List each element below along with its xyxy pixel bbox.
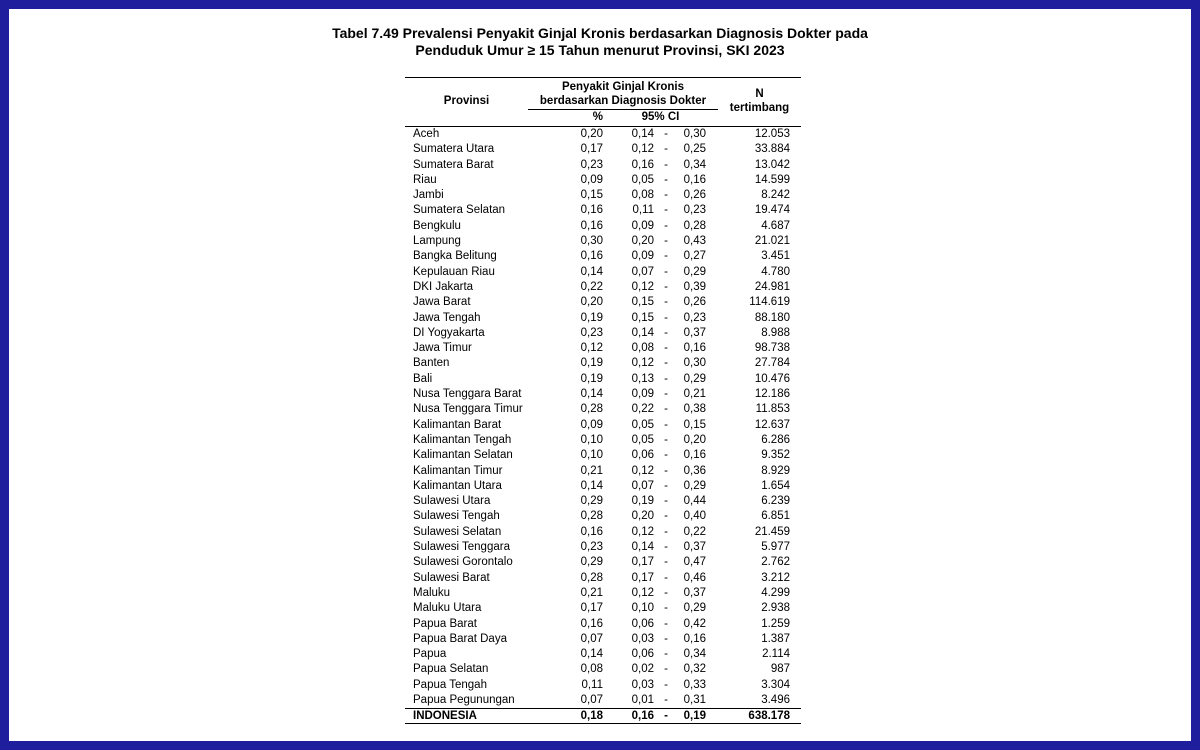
cell-ci-high: 0,27 bbox=[683, 250, 706, 263]
table-row bbox=[405, 203, 801, 218]
cell-n: 21.459 bbox=[754, 525, 790, 538]
cell-ci-low: 0,17 bbox=[631, 556, 654, 569]
cell-ci-separator: - bbox=[664, 296, 668, 309]
cell-percent: 0,11 bbox=[581, 678, 603, 691]
cell-provinsi: Nusa Tenggara Barat bbox=[413, 388, 522, 401]
cell-n: 19.474 bbox=[754, 204, 790, 217]
cell-percent: 0,19 bbox=[580, 357, 603, 370]
cell-ci-low: 0,09 bbox=[631, 388, 654, 401]
table-row bbox=[405, 326, 801, 341]
table-row bbox=[405, 127, 801, 142]
header-n-line-1: N bbox=[755, 88, 764, 100]
cell-ci-high: 0,36 bbox=[683, 464, 706, 477]
cell-ci-separator: - bbox=[664, 189, 668, 202]
cell-n: 98.738 bbox=[754, 342, 790, 355]
total-ci-high: 0,19 bbox=[683, 710, 706, 723]
cell-ci-high: 0,44 bbox=[683, 495, 706, 508]
cell-n: 4.780 bbox=[761, 265, 790, 278]
total-ci-separator: - bbox=[664, 710, 668, 723]
header-n-line-2: tertimbang bbox=[729, 102, 790, 114]
cell-n: 14.599 bbox=[754, 173, 790, 186]
cell-provinsi: DI Yogyakarta bbox=[413, 326, 485, 339]
cell-provinsi: Riau bbox=[413, 173, 437, 186]
cell-ci-low: 0,02 bbox=[631, 663, 654, 676]
cell-provinsi: Sumatera Barat bbox=[413, 158, 494, 171]
table-row bbox=[405, 387, 801, 402]
cell-percent: 0,21 bbox=[580, 464, 603, 477]
table-row bbox=[405, 693, 801, 708]
table-row bbox=[405, 571, 801, 586]
cell-ci-low: 0,20 bbox=[631, 510, 654, 523]
cell-provinsi: Kalimantan Barat bbox=[413, 418, 502, 431]
cell-ci-separator: - bbox=[664, 326, 668, 339]
cell-ci-low: 0,07 bbox=[631, 479, 654, 492]
cell-ci-separator: - bbox=[664, 143, 668, 156]
cell-ci-low: 0,05 bbox=[631, 418, 654, 431]
cell-provinsi: Sulawesi Tenggara bbox=[413, 541, 510, 554]
table-row bbox=[405, 173, 801, 188]
cell-percent: 0,09 bbox=[580, 418, 603, 431]
cell-n: 3.496 bbox=[761, 693, 790, 706]
cell-n: 8.929 bbox=[761, 464, 790, 477]
cell-percent: 0,30 bbox=[580, 235, 603, 248]
cell-ci-high: 0,43 bbox=[683, 235, 706, 248]
cell-ci-high: 0,29 bbox=[683, 479, 706, 492]
cell-percent: 0,10 bbox=[580, 449, 603, 462]
cell-percent: 0,17 bbox=[580, 143, 603, 156]
cell-n: 24.981 bbox=[754, 280, 790, 293]
cell-percent: 0,17 bbox=[580, 602, 603, 615]
cell-ci-low: 0,12 bbox=[631, 143, 654, 156]
table-row bbox=[405, 234, 801, 249]
cell-ci-separator: - bbox=[664, 128, 668, 140]
cell-ci-high: 0,29 bbox=[683, 602, 706, 615]
table-row bbox=[405, 158, 801, 173]
table-row bbox=[405, 311, 801, 326]
cell-percent: 0,19 bbox=[580, 311, 603, 324]
cell-ci-high: 0,46 bbox=[683, 571, 706, 584]
cell-ci-low: 0,12 bbox=[631, 586, 654, 599]
cell-provinsi: Jawa Barat bbox=[413, 296, 471, 309]
cell-ci-high: 0,16 bbox=[683, 449, 706, 462]
cell-ci-high: 0,29 bbox=[683, 265, 706, 278]
cell-percent: 0,22 bbox=[580, 280, 603, 293]
cell-percent: 0,14 bbox=[580, 648, 603, 661]
table-row bbox=[405, 509, 801, 524]
cell-percent: 0,09 bbox=[580, 173, 603, 186]
cell-n: 3.304 bbox=[761, 678, 790, 691]
table-row bbox=[405, 341, 801, 356]
cell-n: 12.053 bbox=[754, 128, 790, 140]
cell-ci-separator: - bbox=[664, 204, 668, 217]
table-row bbox=[405, 372, 801, 387]
cell-ci-separator: - bbox=[664, 586, 668, 599]
cell-n: 6.851 bbox=[761, 510, 790, 523]
cell-ci-separator: - bbox=[664, 219, 668, 232]
cell-ci-low: 0,03 bbox=[631, 678, 654, 691]
cell-percent: 0,23 bbox=[580, 326, 603, 339]
header-group-line-1: Penyakit Ginjal Kronis bbox=[561, 81, 685, 93]
cell-n: 987 bbox=[770, 663, 790, 676]
cell-n: 12.637 bbox=[754, 418, 790, 431]
cell-provinsi: Sulawesi Selatan bbox=[413, 525, 502, 538]
table-header bbox=[405, 77, 801, 127]
cell-ci-separator: - bbox=[664, 632, 668, 645]
cell-provinsi: Bali bbox=[413, 372, 433, 385]
cell-ci-low: 0,05 bbox=[631, 433, 654, 446]
header-group-line-2: berdasarkan Diagnosis Dokter bbox=[539, 95, 707, 107]
cell-ci-separator: - bbox=[664, 235, 668, 248]
table-row bbox=[405, 662, 801, 677]
cell-n: 4.687 bbox=[761, 219, 790, 232]
cell-ci-separator: - bbox=[664, 648, 668, 661]
cell-ci-separator: - bbox=[664, 433, 668, 446]
table-title bbox=[9, 25, 1191, 59]
cell-ci-low: 0,10 bbox=[631, 602, 654, 615]
cell-ci-high: 0,20 bbox=[683, 433, 706, 446]
cell-ci-low: 0,08 bbox=[631, 189, 654, 202]
cell-ci-high: 0,30 bbox=[683, 128, 706, 140]
total-percent: 0,18 bbox=[580, 710, 603, 723]
cell-n: 3.212 bbox=[761, 571, 790, 584]
cell-ci-high: 0,37 bbox=[683, 586, 706, 599]
cell-ci-separator: - bbox=[664, 265, 668, 278]
cell-ci-separator: - bbox=[664, 617, 668, 630]
table-row bbox=[405, 142, 801, 157]
cell-percent: 0,16 bbox=[580, 250, 603, 263]
cell-ci-separator: - bbox=[664, 280, 668, 293]
table-row bbox=[405, 448, 801, 463]
cell-ci-high: 0,15 bbox=[683, 418, 706, 431]
cell-ci-separator: - bbox=[664, 388, 668, 401]
cell-ci-high: 0,31 bbox=[683, 693, 706, 706]
table-row bbox=[405, 433, 801, 448]
cell-provinsi: Kalimantan Selatan bbox=[413, 449, 513, 462]
cell-ci-high: 0,16 bbox=[683, 342, 706, 355]
table-row bbox=[405, 678, 801, 693]
cell-ci-high: 0,33 bbox=[683, 678, 706, 691]
cell-ci-low: 0,06 bbox=[631, 648, 654, 661]
cell-ci-separator: - bbox=[664, 525, 668, 538]
cell-provinsi: Bengkulu bbox=[413, 219, 461, 232]
cell-n: 6.239 bbox=[761, 495, 790, 508]
cell-n: 21.021 bbox=[754, 235, 790, 248]
table-row bbox=[405, 540, 801, 555]
cell-ci-low: 0,12 bbox=[631, 464, 654, 477]
cell-provinsi: Papua Selatan bbox=[413, 663, 489, 676]
table-row bbox=[405, 188, 801, 203]
cell-provinsi: Kepulauan Riau bbox=[413, 265, 495, 278]
table-row bbox=[405, 356, 801, 371]
cell-n: 2.938 bbox=[761, 602, 790, 615]
cell-n: 10.476 bbox=[754, 372, 790, 385]
cell-n: 3.451 bbox=[761, 250, 790, 263]
cell-provinsi: DKI Jakarta bbox=[413, 280, 474, 293]
cell-ci-low: 0,12 bbox=[631, 525, 654, 538]
cell-ci-high: 0,26 bbox=[683, 296, 706, 309]
cell-n: 2.114 bbox=[762, 648, 790, 661]
table-row bbox=[405, 647, 801, 662]
cell-ci-high: 0,29 bbox=[683, 372, 706, 385]
header-provinsi: Provinsi bbox=[443, 95, 490, 107]
table-row bbox=[405, 555, 801, 570]
cell-n: 11.853 bbox=[755, 403, 790, 416]
cell-provinsi: Nusa Tenggara Timur bbox=[413, 403, 523, 416]
cell-ci-low: 0,14 bbox=[631, 128, 654, 140]
cell-ci-high: 0,34 bbox=[683, 648, 706, 661]
cell-ci-separator: - bbox=[664, 158, 668, 171]
cell-provinsi: Aceh bbox=[413, 128, 440, 140]
cell-provinsi: Sumatera Utara bbox=[413, 143, 495, 156]
table-row bbox=[405, 280, 801, 295]
cell-ci-separator: - bbox=[664, 541, 668, 554]
cell-percent: 0,28 bbox=[580, 510, 603, 523]
cell-ci-low: 0,01 bbox=[631, 693, 654, 706]
cell-ci-separator: - bbox=[664, 418, 668, 431]
cell-provinsi: Sulawesi Tengah bbox=[413, 510, 500, 523]
header-group bbox=[528, 80, 718, 108]
cell-provinsi: Sulawesi Barat bbox=[413, 571, 490, 584]
cell-ci-separator: - bbox=[664, 602, 668, 615]
cell-percent: 0,10 bbox=[580, 433, 603, 446]
cell-n: 6.286 bbox=[761, 433, 790, 446]
table-title-line-2: Penduduk Umur ≥ 15 Tahun menurut Provinsi, SKI 2023 bbox=[415, 42, 785, 58]
cell-ci-high: 0,34 bbox=[683, 158, 706, 171]
table-row bbox=[405, 525, 801, 540]
cell-ci-high: 0,40 bbox=[683, 510, 706, 523]
cell-percent: 0,28 bbox=[580, 403, 603, 416]
total-n: 638.178 bbox=[748, 710, 790, 723]
cell-percent: 0,29 bbox=[580, 495, 603, 508]
cell-n: 2.762 bbox=[761, 556, 790, 569]
cell-provinsi: Kalimantan Timur bbox=[413, 464, 503, 477]
cell-percent: 0,14 bbox=[580, 265, 603, 278]
cell-n: 1.387 bbox=[761, 632, 790, 645]
total-provinsi: INDONESIA bbox=[413, 710, 477, 723]
cell-percent: 0,29 bbox=[580, 556, 603, 569]
cell-percent: 0,16 bbox=[580, 219, 603, 232]
cell-provinsi: Jawa Tengah bbox=[413, 311, 481, 324]
cell-ci-low: 0,20 bbox=[631, 235, 654, 248]
cell-percent: 0,07 bbox=[580, 632, 603, 645]
cell-ci-low: 0,15 bbox=[631, 296, 654, 309]
header-percent: % bbox=[592, 111, 603, 123]
cell-ci-low: 0,19 bbox=[631, 495, 654, 508]
cell-percent: 0,14 bbox=[580, 479, 603, 492]
cell-percent: 0,28 bbox=[580, 571, 603, 584]
cell-ci-separator: - bbox=[664, 663, 668, 676]
cell-n: 1.654 bbox=[761, 479, 790, 492]
table-row bbox=[405, 464, 801, 479]
cell-ci-high: 0,42 bbox=[683, 617, 706, 630]
cell-ci-low: 0,17 bbox=[631, 571, 654, 584]
cell-provinsi: Sumatera Selatan bbox=[413, 204, 506, 217]
cell-ci-high: 0,39 bbox=[683, 280, 706, 293]
header-ci: 95% CI bbox=[641, 111, 680, 123]
cell-ci-high: 0,32 bbox=[683, 663, 706, 676]
table-row bbox=[405, 617, 801, 632]
cell-n: 33.884 bbox=[754, 143, 790, 156]
cell-ci-separator: - bbox=[664, 510, 668, 523]
prevalence-table bbox=[405, 77, 801, 724]
cell-provinsi: Lampung bbox=[413, 235, 461, 248]
cell-ci-high: 0,37 bbox=[683, 326, 706, 339]
cell-n: 8.988 bbox=[761, 326, 790, 339]
cell-percent: 0,16 bbox=[580, 525, 603, 538]
cell-provinsi: Papua Pegunungan bbox=[413, 693, 515, 706]
cell-n: 12.186 bbox=[754, 388, 790, 401]
cell-ci-low: 0,16 bbox=[631, 158, 654, 171]
cell-ci-high: 0,16 bbox=[683, 173, 706, 186]
cell-provinsi: Maluku bbox=[413, 586, 451, 599]
cell-ci-high: 0,26 bbox=[683, 189, 706, 202]
cell-n: 27.784 bbox=[754, 357, 790, 370]
cell-provinsi: Bangka Belitung bbox=[413, 250, 497, 263]
table-row bbox=[405, 494, 801, 509]
table-row bbox=[405, 265, 801, 280]
table-row bbox=[405, 479, 801, 494]
cell-provinsi: Papua Barat Daya bbox=[413, 632, 507, 645]
cell-n: 4.299 bbox=[761, 586, 790, 599]
cell-ci-separator: - bbox=[664, 357, 668, 370]
cell-percent: 0,08 bbox=[580, 663, 603, 676]
cell-ci-high: 0,23 bbox=[683, 311, 706, 324]
cell-ci-low: 0,13 bbox=[631, 372, 654, 385]
cell-n: 13.042 bbox=[754, 158, 790, 171]
cell-n: 5.977 bbox=[761, 541, 790, 554]
cell-ci-separator: - bbox=[664, 403, 668, 416]
cell-ci-separator: - bbox=[664, 464, 668, 477]
cell-ci-low: 0,14 bbox=[631, 326, 654, 339]
total-ci-low: 0,16 bbox=[631, 710, 654, 723]
cell-provinsi: Jambi bbox=[413, 189, 444, 202]
table-row bbox=[405, 249, 801, 264]
cell-ci-high: 0,28 bbox=[683, 219, 706, 232]
cell-ci-low: 0,09 bbox=[631, 250, 654, 263]
cell-ci-low: 0,07 bbox=[631, 265, 654, 278]
cell-ci-low: 0,06 bbox=[631, 617, 654, 630]
cell-percent: 0,16 bbox=[580, 204, 603, 217]
cell-provinsi: Papua Tengah bbox=[413, 678, 487, 691]
cell-ci-separator: - bbox=[664, 250, 668, 263]
cell-n: 1.259 bbox=[761, 617, 790, 630]
cell-ci-separator: - bbox=[664, 449, 668, 462]
cell-ci-low: 0,12 bbox=[631, 280, 654, 293]
cell-ci-high: 0,30 bbox=[683, 357, 706, 370]
cell-ci-separator: - bbox=[664, 372, 668, 385]
cell-ci-low: 0,14 bbox=[631, 541, 654, 554]
cell-percent: 0,20 bbox=[580, 128, 603, 140]
table-row bbox=[405, 418, 801, 433]
cell-provinsi: Banten bbox=[413, 357, 450, 370]
cell-provinsi: Kalimantan Utara bbox=[413, 479, 502, 492]
cell-n: 8.242 bbox=[761, 189, 790, 202]
cell-provinsi: Maluku Utara bbox=[413, 602, 482, 615]
cell-ci-separator: - bbox=[664, 495, 668, 508]
cell-provinsi: Papua bbox=[413, 648, 447, 661]
header-group-divider bbox=[528, 109, 718, 110]
cell-ci-low: 0,11 bbox=[632, 204, 654, 217]
cell-percent: 0,20 bbox=[580, 296, 603, 309]
cell-percent: 0,15 bbox=[580, 189, 603, 202]
cell-ci-separator: - bbox=[664, 556, 668, 569]
cell-provinsi: Sulawesi Gorontalo bbox=[413, 556, 513, 569]
cell-percent: 0,21 bbox=[580, 586, 603, 599]
cell-ci-high: 0,22 bbox=[683, 525, 706, 538]
cell-ci-separator: - bbox=[664, 678, 668, 691]
table-body bbox=[405, 127, 801, 708]
cell-ci-high: 0,38 bbox=[683, 403, 706, 416]
cell-provinsi: Kalimantan Tengah bbox=[413, 433, 512, 446]
table-title-line-1: Tabel 7.49 Prevalensi Penyakit Ginjal Kronis berdasarkan Diagnosis Dokter pada bbox=[332, 25, 868, 41]
cell-ci-high: 0,25 bbox=[683, 143, 706, 156]
cell-n: 114.619 bbox=[749, 296, 790, 309]
cell-provinsi: Jawa Timur bbox=[413, 342, 472, 355]
cell-ci-separator: - bbox=[664, 342, 668, 355]
table-row bbox=[405, 219, 801, 234]
cell-ci-high: 0,23 bbox=[683, 204, 706, 217]
cell-ci-separator: - bbox=[664, 693, 668, 706]
cell-ci-high: 0,47 bbox=[683, 556, 706, 569]
cell-n: 9.352 bbox=[761, 449, 790, 462]
table-row bbox=[405, 295, 801, 310]
cell-percent: 0,23 bbox=[580, 541, 603, 554]
cell-ci-low: 0,03 bbox=[631, 632, 654, 645]
cell-ci-low: 0,05 bbox=[631, 173, 654, 186]
cell-ci-high: 0,37 bbox=[683, 541, 706, 554]
table-row bbox=[405, 402, 801, 417]
cell-percent: 0,19 bbox=[580, 372, 603, 385]
table-row bbox=[405, 601, 801, 616]
cell-ci-low: 0,06 bbox=[631, 449, 654, 462]
cell-percent: 0,16 bbox=[580, 617, 603, 630]
cell-ci-low: 0,15 bbox=[631, 311, 654, 324]
cell-ci-low: 0,09 bbox=[631, 219, 654, 232]
cell-provinsi: Sulawesi Utara bbox=[413, 495, 491, 508]
header-n bbox=[718, 87, 801, 115]
cell-n: 88.180 bbox=[754, 311, 790, 324]
cell-percent: 0,07 bbox=[580, 693, 603, 706]
total-row bbox=[405, 708, 801, 724]
cell-ci-low: 0,22 bbox=[631, 403, 654, 416]
cell-provinsi: Papua Barat bbox=[413, 617, 477, 630]
cell-ci-separator: - bbox=[664, 571, 668, 584]
table-row bbox=[405, 586, 801, 601]
cell-ci-separator: - bbox=[664, 479, 668, 492]
cell-ci-low: 0,08 bbox=[631, 342, 654, 355]
cell-ci-separator: - bbox=[664, 311, 668, 324]
cell-percent: 0,12 bbox=[580, 342, 603, 355]
cell-percent: 0,23 bbox=[580, 158, 603, 171]
table-row bbox=[405, 632, 801, 647]
cell-ci-high: 0,16 bbox=[683, 632, 706, 645]
cell-percent: 0,14 bbox=[580, 388, 603, 401]
cell-ci-separator: - bbox=[664, 173, 668, 186]
cell-ci-low: 0,12 bbox=[631, 357, 654, 370]
cell-ci-high: 0,21 bbox=[683, 388, 706, 401]
